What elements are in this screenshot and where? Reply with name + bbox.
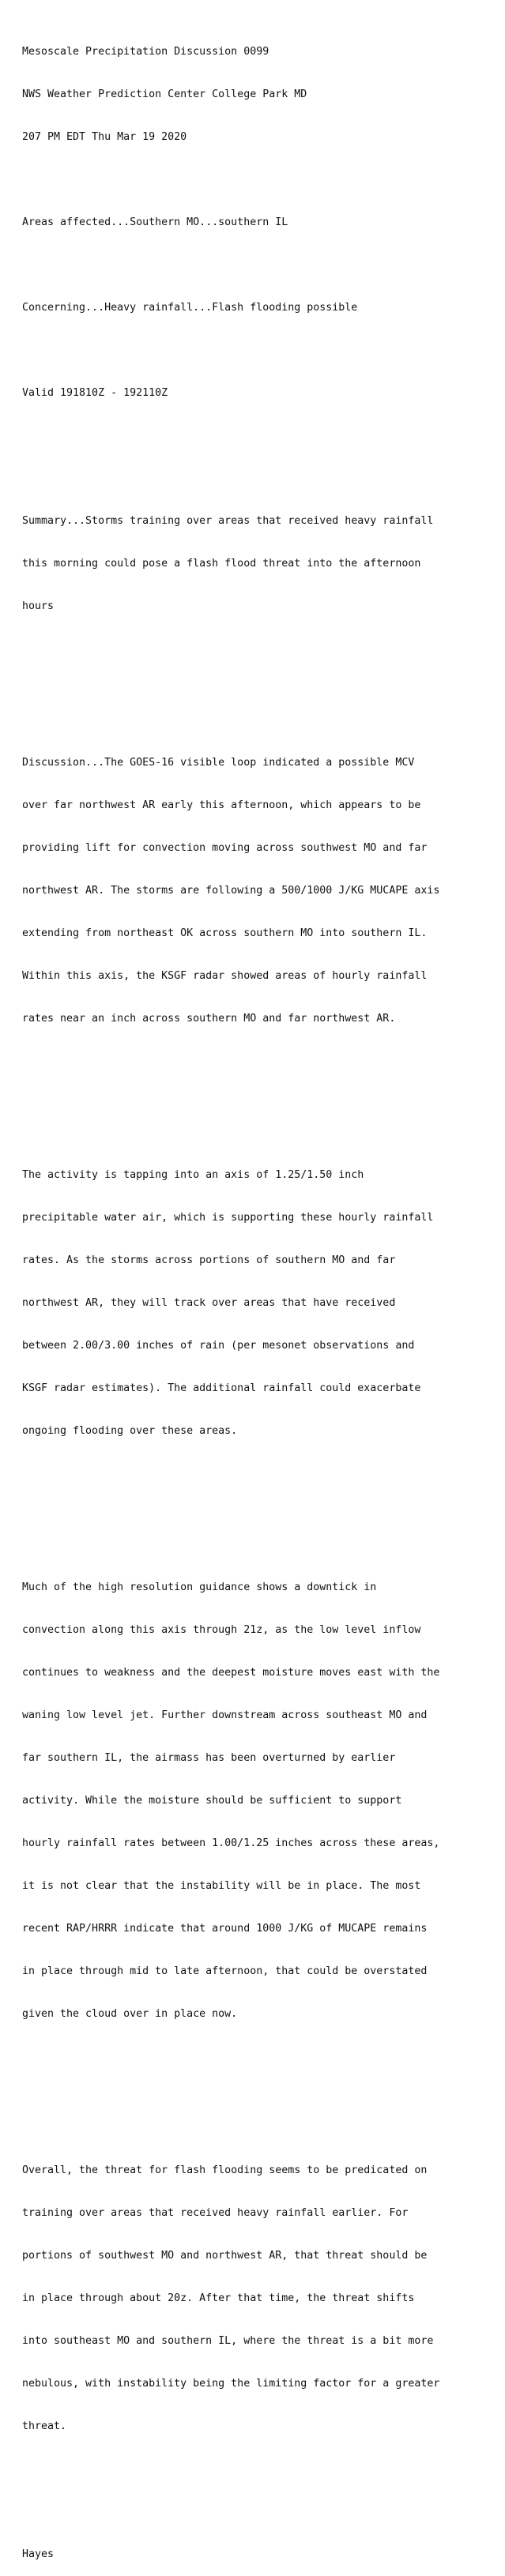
paragraph-line: precipitable water air, which is supporting these hourly rainfall (22, 1212, 434, 1224)
paragraph-line: portions of southwest MO and northwest AR, that threat should be (22, 2250, 428, 2262)
summary-line: this morning could pose a flash flood threat into the afternoon (22, 558, 421, 570)
paragraph-line: training over areas that received heavy rainfall earlier. For (22, 2207, 409, 2219)
paragraph-line: Within this axis, the KSGF radar showed areas of hourly rainfall (22, 970, 428, 982)
paragraph-line: it is not clear that the instability will be in place. The most (22, 1880, 421, 1892)
paragraph-line: far southern IL, the airmass has been overturned by earlier (22, 1752, 396, 1764)
discussion-paragraph (22, 728, 439, 1055)
paragraph-line: Discussion...The GOES-16 visible loop indicated a possible MCV (22, 757, 415, 769)
paragraph-line: into southeast MO and southern IL, where the threat is a bit more (22, 2335, 434, 2347)
paragraph-line: northwest AR. The storms are following a 500/1000 J/KG MUCAPE axis (22, 885, 440, 897)
blank-line (22, 2078, 439, 2093)
paragraph-line: given the cloud over in place now. (22, 2008, 238, 2020)
discussion-paragraph (22, 1552, 439, 2050)
paragraph-line: Much of the high resolution guidance shows a downtick in (22, 1581, 377, 1593)
paragraph-line: activity. While the moisture should be sufficient to support (22, 1795, 402, 1807)
blank-line (22, 1083, 439, 1097)
blank-line (22, 429, 439, 443)
discussion-paragraph (22, 2135, 439, 2462)
discussion-document (22, 17, 439, 2576)
summary-section (22, 486, 439, 642)
issue-time: 207 PM EDT Thu Mar 19 2020 (22, 131, 187, 143)
paragraph-line: rates. As the storms across portions of southern MO and far (22, 1254, 396, 1266)
discussion-paragraph (22, 1140, 439, 1467)
paragraph-line: KSGF radar estimates). The additional rainfall could exacerbate (22, 1382, 421, 1394)
paragraph-line: recent RAP/HRRR indicate that around 1000 J/KG of MUCAPE remains (22, 1923, 428, 1935)
paragraph-line: over far northwest AR early this afternoon, which appears to be (22, 799, 421, 811)
areas-affected: Areas affected...Southern MO...southern IL (22, 216, 288, 228)
issuing-office: NWS Weather Prediction Center College Park MD (22, 88, 307, 100)
blank-line (22, 258, 439, 273)
paragraph-line: rates near an inch across southern MO and far northwest AR. (22, 1013, 396, 1025)
paragraph-line: continues to weakness and the deepest moisture moves east with the (22, 1667, 440, 1679)
paragraph-line: convection along this axis through 21z, as the low level inflow (22, 1624, 421, 1636)
document-title: Mesoscale Precipitation Discussion 0099 (22, 46, 269, 58)
concerning: Concerning...Heavy rainfall...Flash flooding possible (22, 302, 358, 314)
paragraph-line: northwest AR, they will track over areas that have received (22, 1297, 396, 1309)
paragraph-line: between 2.00/3.00 inches of rain (per mesonet observations and (22, 1340, 415, 1352)
blank-line (22, 344, 439, 358)
paragraph-line: nebulous, with instability being the limiting factor for a greater (22, 2378, 440, 2390)
valid-time: Valid 191810Z - 192110Z (22, 387, 168, 399)
paragraph-line: in place through about 20z. After that time, the threat shifts (22, 2292, 415, 2304)
paragraph-line: hourly rainfall rates between 1.00/1.25 inches across these areas, (22, 1837, 440, 1849)
paragraph-line: The activity is tapping into an axis of 1.25/1.50 inch (22, 1169, 364, 1181)
blank-line (22, 671, 439, 685)
summary-line: Summary...Storms training over areas that received heavy rainfall (22, 515, 434, 527)
summary-line: hours (22, 600, 55, 612)
paragraph-line: threat. (22, 2420, 67, 2432)
paragraph-line: providing lift for convection moving across southwest MO and far (22, 842, 428, 854)
blank-line (22, 173, 439, 187)
paragraph-line: extending from northeast OK across southern MO into southern IL. (22, 927, 428, 939)
paragraph-line: ongoing flooding over these areas. (22, 1425, 238, 1437)
paragraph-line: Overall, the threat for flash flooding seems to be predicated on (22, 2164, 428, 2176)
paragraph-line: waning low level jet. Further downstream across southeast MO and (22, 1709, 428, 1721)
forecaster-signature: Hayes (22, 2548, 55, 2560)
blank-line (22, 2491, 439, 2505)
blank-line (22, 1495, 439, 1510)
paragraph-line: in place through mid to late afternoon, that could be overstated (22, 1965, 428, 1977)
